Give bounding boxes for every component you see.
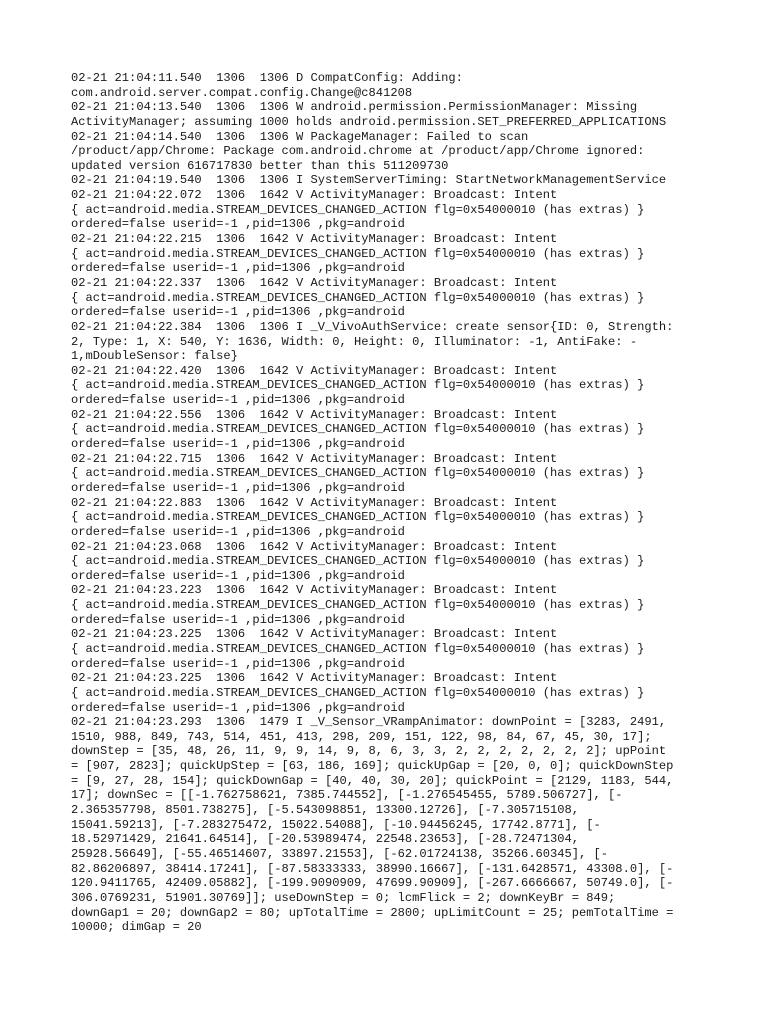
- log-line: ordered=false userid=-1 ,pid=1306 ,pkg=android: [71, 612, 405, 627]
- log-line: ordered=false userid=-1 ,pid=1306 ,pkg=android: [71, 305, 405, 320]
- log-line: 02-21 21:04:22.384 1306 1306 I _V_VivoAuthService: create sensor{ID: 0, Strength:: [71, 319, 674, 334]
- log-document: [71, 71, 711, 935]
- log-line: = [9, 27, 28, 154]; quickDownGap = [40, 40, 30, 20]; quickPoint = [2129, 1183, 544,: [71, 773, 674, 788]
- log-line: 82.86206897, 38414.17241], [-87.58333333, 38990.16667], [-131.6428571, 43308.0], [-: [71, 861, 674, 876]
- log-line: 02-21 21:04:22.556 1306 1642 V ActivityManager: Broadcast: Intent: [71, 407, 558, 422]
- log-line: { act=android.media.STREAM_DEVICES_CHANGED_ACTION flg=0x54000010 (has extras) }: [71, 422, 645, 437]
- log-line: 02-21 21:04:22.215 1306 1642 V ActivityManager: Broadcast: Intent: [71, 232, 558, 247]
- log-line: ordered=false userid=-1 ,pid=1306 ,pkg=android: [71, 568, 405, 583]
- log-line: 15041.59213], [-7.283275472, 15022.54088], [-10.94456245, 17742.8771], [-: [71, 817, 601, 832]
- log-line: 02-21 21:04:11.540 1306 1306 D CompatConfig: Adding:: [71, 71, 463, 85]
- log-line: updated version 616717830 better than this 511209730: [71, 158, 449, 173]
- log-line: 02-21 21:04:22.337 1306 1642 V ActivityManager: Broadcast: Intent: [71, 275, 558, 290]
- log-line: ActivityManager; assuming 1000 holds android.permission.SET_PREFERRED_APPLICATIONS: [71, 114, 667, 129]
- log-line: 02-21 21:04:22.715 1306 1642 V ActivityManager: Broadcast: Intent: [71, 451, 558, 466]
- log-line: 17]; downSec = [[-1.762758621, 7385.744552], [-1.276545455, 5789.506727], [-: [71, 788, 623, 803]
- log-line: 25928.56649], [-55.46514607, 33897.21553], [-62.01724138, 35266.60345], [-: [71, 846, 609, 861]
- log-line: 18.52971429, 21641.64514], [-20.53989474, 22548.23653], [-28.72471304,: [71, 832, 580, 847]
- log-line: { act=android.media.STREAM_DEVICES_CHANGED_ACTION flg=0x54000010 (has extras) }: [71, 246, 645, 261]
- log-line: ordered=false userid=-1 ,pid=1306 ,pkg=android: [71, 393, 405, 408]
- log-line: 02-21 21:04:22.420 1306 1642 V ActivityManager: Broadcast: Intent: [71, 363, 558, 378]
- log-line: 02-21 21:04:13.540 1306 1306 W android.permission.PermissionManager: Missing: [71, 100, 638, 115]
- log-line: { act=android.media.STREAM_DEVICES_CHANGED_ACTION flg=0x54000010 (has extras) }: [71, 290, 645, 305]
- log-line: 2.365357798, 8501.738275], [-5.543098851, 13300.12726], [-7.305715108,: [71, 803, 580, 818]
- log-line: 1510, 988, 849, 743, 514, 451, 413, 298, 209, 151, 122, 98, 84, 67, 45, 30, 17];: [71, 729, 652, 744]
- log-line: 1,mDoubleSensor: false}: [71, 349, 238, 364]
- log-line: ordered=false userid=-1 ,pid=1306 ,pkg=android: [71, 700, 405, 715]
- log-line: { act=android.media.STREAM_DEVICES_CHANGED_ACTION flg=0x54000010 (has extras) }: [71, 554, 645, 569]
- log-line: /product/app/Chrome: Package com.android.chrome at /product/app/Chrome ignored:: [71, 144, 645, 159]
- log-line: ordered=false userid=-1 ,pid=1306 ,pkg=android: [71, 437, 405, 452]
- log-line: 02-21 21:04:19.540 1306 1306 I SystemServerTiming: StartNetworkManagementService: [71, 173, 667, 188]
- log-line: { act=android.media.STREAM_DEVICES_CHANGED_ACTION flg=0x54000010 (has extras) }: [71, 685, 645, 700]
- log-line: 2, Type: 1, X: 540, Y: 1636, Width: 0, Height: 0, Illuminator: -1, AntiFake: -: [71, 334, 638, 349]
- log-line: downStep = [35, 48, 26, 11, 9, 9, 14, 9, 8, 6, 3, 3, 2, 2, 2, 2, 2, 2, 2]; upPoint: [71, 744, 667, 759]
- log-line: 02-21 21:04:23.225 1306 1642 V ActivityManager: Broadcast: Intent: [71, 671, 558, 686]
- log-line: { act=android.media.STREAM_DEVICES_CHANGED_ACTION flg=0x54000010 (has extras) }: [71, 641, 645, 656]
- log-line: ordered=false userid=-1 ,pid=1306 ,pkg=android: [71, 261, 405, 276]
- log-line: ordered=false userid=-1 ,pid=1306 ,pkg=android: [71, 656, 405, 671]
- log-line: { act=android.media.STREAM_DEVICES_CHANGED_ACTION flg=0x54000010 (has extras) }: [71, 466, 645, 481]
- log-line: ordered=false userid=-1 ,pid=1306 ,pkg=android: [71, 524, 405, 539]
- log-line: 02-21 21:04:23.293 1306 1479 I _V_Sensor_VRampAnimator: downPoint = [3283, 2491,: [71, 715, 667, 730]
- log-line: 02-21 21:04:23.225 1306 1642 V ActivityManager: Broadcast: Intent: [71, 627, 558, 642]
- log-line: downGap1 = 20; downGap2 = 80; upTotalTime = 2800; upLimitCount = 25; pemTotalTime =: [71, 905, 674, 920]
- log-line: 02-21 21:04:22.072 1306 1642 V ActivityManager: Broadcast: Intent: [71, 188, 558, 203]
- log-line: { act=android.media.STREAM_DEVICES_CHANGED_ACTION flg=0x54000010 (has extras) }: [71, 202, 645, 217]
- log-line: 02-21 21:04:14.540 1306 1306 W PackageManager: Failed to scan: [71, 129, 529, 144]
- log-line: 306.0769231, 51901.30769]]; useDownStep = 0; lcmFlick = 2; downKeyBr = 849;: [71, 890, 616, 905]
- log-line: { act=android.media.STREAM_DEVICES_CHANGED_ACTION flg=0x54000010 (has extras) }: [71, 598, 645, 613]
- log-line: 02-21 21:04:22.883 1306 1642 V ActivityManager: Broadcast: Intent: [71, 495, 558, 510]
- log-line: com.android.server.compat.config.Change@c841208: [71, 85, 413, 100]
- log-line: 120.9411765, 42409.05882], [-199.9090909, 47699.90909], [-267.6666667, 50749.0], [-: [71, 876, 674, 891]
- log-line: 02-21 21:04:23.223 1306 1642 V ActivityManager: Broadcast: Intent: [71, 583, 558, 598]
- log-line: { act=android.media.STREAM_DEVICES_CHANGED_ACTION flg=0x54000010 (has extras) }: [71, 378, 645, 393]
- log-line: { act=android.media.STREAM_DEVICES_CHANGED_ACTION flg=0x54000010 (has extras) }: [71, 510, 645, 525]
- log-line: ordered=false userid=-1 ,pid=1306 ,pkg=android: [71, 217, 405, 232]
- log-line: ordered=false userid=-1 ,pid=1306 ,pkg=android: [71, 480, 405, 495]
- log-line: 10000; dimGap = 20: [71, 920, 202, 935]
- log-line: = [907, 2823]; quickUpStep = [63, 186, 169]; quickUpGap = [20, 0, 0]; quickDownStep: [71, 759, 674, 774]
- log-line: 02-21 21:04:23.068 1306 1642 V ActivityManager: Broadcast: Intent: [71, 539, 558, 554]
